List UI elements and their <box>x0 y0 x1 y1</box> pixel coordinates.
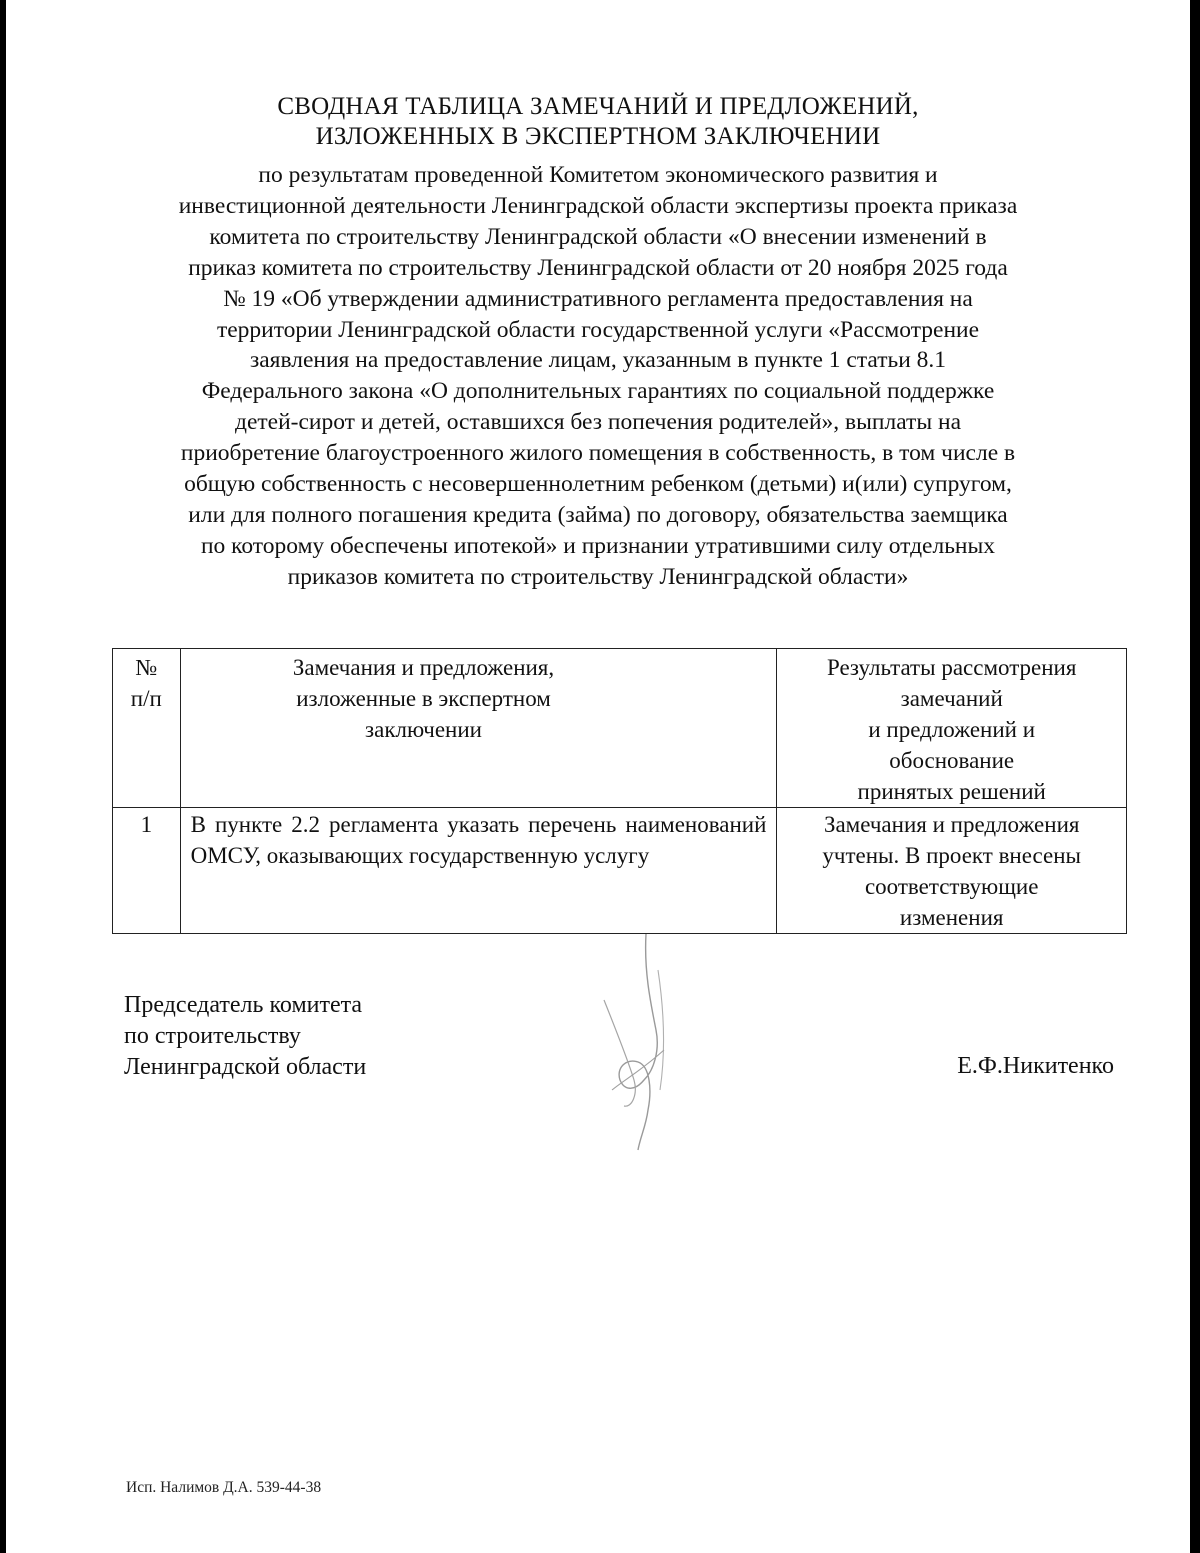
row-result <box>777 808 1127 934</box>
row-number: 1 <box>113 808 181 934</box>
document-title <box>6 92 1190 152</box>
header-remarks <box>180 649 777 808</box>
header-number <box>113 649 181 808</box>
header-remarks-line: Замечания и предложения, <box>292 655 555 680</box>
header-results-line: замечаний <box>900 686 1003 711</box>
header-results-line: принятых решений <box>857 779 1046 804</box>
handwritten-signature <box>594 930 684 1155</box>
position-line: по строительству <box>124 1023 301 1049</box>
remarks-table <box>112 648 1127 934</box>
subtitle-line: общую собственность с несовершеннолетним ребенком (детьми) и(или) супругом, <box>184 471 1012 498</box>
subtitle-line: приказ комитета по строительству Ленинградской области от 20 ноября 2025 года <box>188 254 1008 281</box>
executor-note: Исп. Налимов Д.А. 539-44-38 <box>126 1479 322 1496</box>
subtitle-line: территории Ленинградской области государственной услуги «Рассмотрение <box>216 316 980 343</box>
row-result-line: изменения <box>899 905 1004 930</box>
document-page <box>6 0 1190 1553</box>
title-line-2: ИЗЛОЖЕННЫХ В ЭКСПЕРТНОМ ЗАКЛЮЧЕНИИ <box>315 123 881 150</box>
document-subtitle <box>6 160 1190 593</box>
header-number-line: п/п <box>130 686 162 711</box>
signatory-position <box>124 990 366 1083</box>
row-result-line: учтены. В проект внесены <box>822 843 1081 868</box>
row-result-line: Замечания и предложения <box>823 812 1080 837</box>
position-line: Председатель комитета <box>124 992 363 1018</box>
table-row <box>113 808 1127 934</box>
subtitle-line: по результатам проведенной Комитетом экономического развития и <box>258 162 938 188</box>
subtitle-line: или для полного погашения кредита (займа) по договору, обязательства заемщика <box>188 501 1008 528</box>
subtitle-line: приказов комитета по строительству Ленинградской области» <box>287 563 909 590</box>
header-results-line: и предложений и <box>868 717 1036 742</box>
table-header-row <box>113 649 1127 808</box>
header-remarks-line: изложенные в экспертном <box>296 686 551 711</box>
signatory-name: Е.Ф.Никитенко <box>957 1053 1114 1079</box>
title-line-1: СВОДНАЯ ТАБЛИЦА ЗАМЕЧАНИЙ И ПРЕДЛОЖЕНИЙ, <box>277 93 919 120</box>
header-results-line: Результаты рассмотрения <box>826 655 1077 680</box>
subtitle-line: Федерального закона «О дополнительных гарантиях по социальной поддержке <box>201 378 995 405</box>
header-results <box>777 649 1127 808</box>
position-line: Ленинградской области <box>124 1054 367 1080</box>
subtitle-line: по которому обеспечены ипотекой» и признании утратившими силу отдельных <box>200 532 996 559</box>
subtitle-line: № 19 «Об утверждении административного регламента предоставления на <box>223 285 973 312</box>
subtitle-line: комитета по строительству Ленинградской области «О внесении изменений в <box>209 223 987 250</box>
subtitle-line: заявления на предоставление лицам, указанным в пункте 1 статьи 8.1 <box>249 347 947 374</box>
subtitle-line: детей-сирот и детей, оставшихся без попечения родителей», выплаты на <box>235 409 961 436</box>
subtitle-line: приобретение благоустроенного жилого помещения в собственность, в том числе в <box>180 440 1016 467</box>
row-result-line: соответствующие <box>864 874 1039 899</box>
header-remarks-line: заключении <box>365 717 482 742</box>
header-number-line: № <box>135 655 158 680</box>
header-results-line: обоснование <box>889 748 1015 773</box>
subtitle-line: инвестиционной деятельности Ленинградской области экспертизы проекта приказа <box>178 192 1018 219</box>
row-remark: В пункте 2.2 регламента указать перечень наименований ОМСУ, оказывающих государственную услугу <box>180 808 777 934</box>
